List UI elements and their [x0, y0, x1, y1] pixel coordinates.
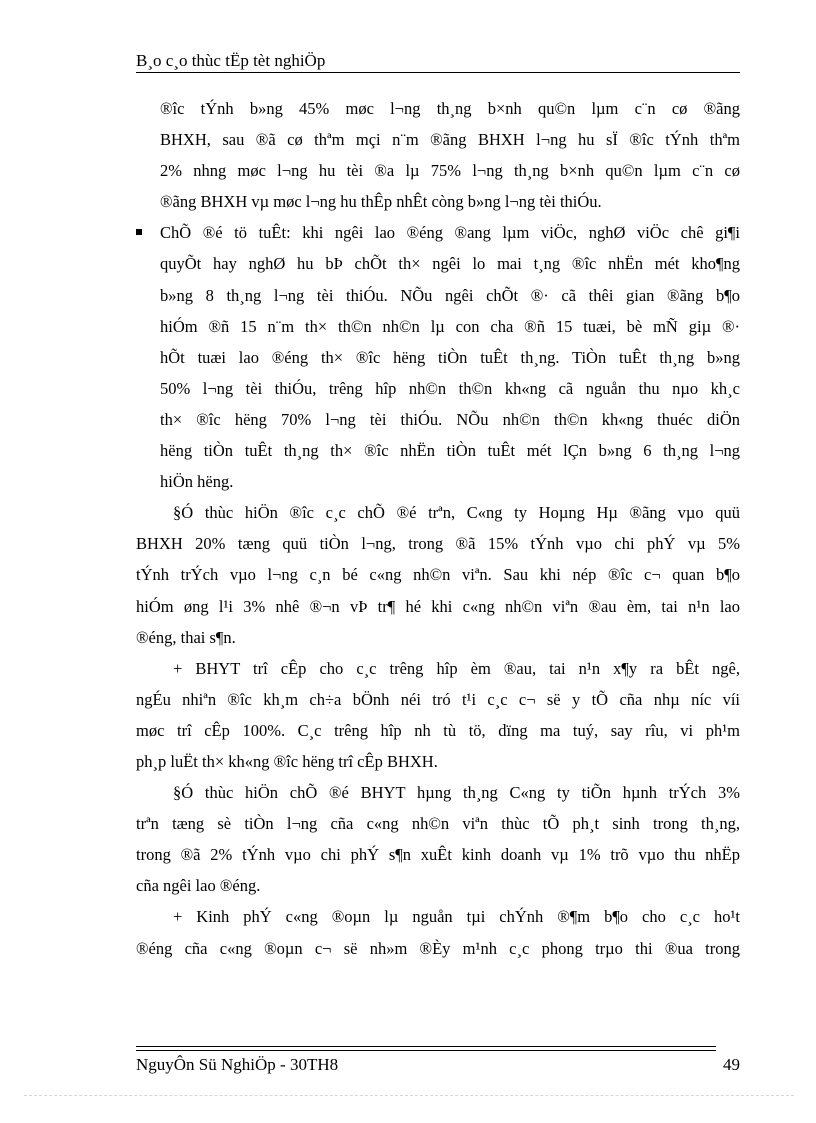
text-line: + Kinh phÝ c«ng ®oµn lµ nguån tµi chÝnh ®¶m b¶o cho c¸c ho¹t [173, 907, 740, 927]
text-line: hiÓm øng l¹i 3% nhê ®¬n vÞ tr¶ hé khi c«ng nh©n viªn ®au èm, tai n¹n lao [136, 596, 740, 616]
text-line: ChÕ ®é tö tuÊt: khi ngêi lao ®éng ®ang lµm viÖc, nghØ viÖc chê gi¶i [160, 223, 740, 243]
text-line: trªn tæng sè tiÒn l¬ng cña c«ng nh©n viªn thùc tÕ ph¸t sinh trong th¸ng, [136, 814, 740, 834]
text-line: + BHYT trî cÊp cho c¸c trêng hîp èm ®au, tai n¹n x¶y ra bÊt ngê, [173, 658, 740, 678]
text-line: ngÉu nhiªn ®îc kh¸m ch÷a bÖnh néi tró t¹i c¸c c¬ së y tÕ cña nhµ níc víi [136, 689, 740, 709]
paragraph-union-fee [136, 901, 740, 963]
footer-divider [136, 1046, 716, 1047]
footer-author: NguyÔn Sü NghiÖp - 30TH8 [136, 1055, 339, 1074]
page-boundary [24, 1095, 794, 1096]
paragraph-continuation [136, 93, 740, 217]
text-line: ph¸p luËt th× kh«ng ®îc hëng trî cÊp BHXH. [136, 751, 438, 771]
page-body [136, 93, 740, 964]
text-line: ®éng cña c«ng ®oµn c¬ së nh»m ®Èy m¹nh c¸c phong trµo thi ®ua trong [136, 938, 740, 958]
paragraph-bhyt-contribution [136, 777, 740, 901]
text-line: hiÓm ®ñ 15 n¨m th× th©n nh©n lµ con cha ®ñ 15 tuæi, bè mÑ giµ ®· [160, 316, 740, 336]
text-line: th× ®îc hëng 70% l¬ng tèi thiÓu. NÕu nh©n th©n kh«ng thuéc diÖn [160, 409, 740, 429]
paragraph-bhxh-contribution [136, 497, 740, 652]
text-line: møc trî cÊp 100%. C¸c trêng hîp nh tù tö, dïng ma tuý, say rîu, vi ph¹m [136, 720, 740, 740]
bullet-paragraph-survivorship [136, 217, 740, 497]
page-number: 49 [723, 1055, 740, 1074]
text-line: quyÕt hay nghØ hu bÞ chÕt th× ngêi lo mai t¸ng ®îc nhËn mét kho¶ng [160, 254, 740, 274]
footer-divider [136, 1050, 716, 1051]
text-line: ®ãng BHXH vµ møc l¬ng hu thÊp nhÊt còng b»ng l¬ng tèi thiÓu. [160, 192, 602, 212]
page-header: B¸o c¸o thùc tËp tèt nghiÖp [136, 51, 326, 70]
text-line: ®éng, thai s¶n. [136, 627, 236, 647]
text-line: BHXH, sau ®ã cø thªm mçi n¨m ®ãng BHXH l¬ng hu sÏ ®îc tÝnh thªm [160, 130, 740, 150]
text-line: hÕt tuæi lao ®éng th× ®îc hëng tiÒn tuÊt th¸ng. TiÒn tuÊt th¸ng b»ng [160, 347, 740, 367]
text-line: ®îc tÝnh b»ng 45% møc l¬ng th¸ng b×nh qu©n lµm c¨n cø ®ãng [160, 99, 740, 118]
text-line: §Ó thùc hiÖn ®îc c¸c chÕ ®é trªn, C«ng ty Hoµng Hµ ®ãng vµo quü [173, 503, 740, 523]
text-line: hëng tiÒn tuÊt th¸ng th× ®îc nhËn tiÒn tuÊt mét lÇn b»ng 6 th¸ng l¬ng [160, 441, 740, 461]
text-line: b»ng 8 th¸ng l¬ng tèi thiÓu. NÕu ngêi chÕt ®· cã thêi gian ®ãng b¶o [160, 285, 740, 305]
text-line: tÝnh trÝch vµo l¬ng c¸n bé c«ng nh©n viªn. Sau khi nép ®îc c¬ quan b¶o [136, 565, 740, 585]
header-divider [136, 72, 740, 73]
text-line: hiÖn hëng. [160, 472, 234, 492]
text-line: BHXH 20% tæng quü tiÒn l¬ng, trong ®ã 15% tÝnh vµo chi phÝ vµ 5% [136, 534, 740, 554]
text-line: 50% l¬ng tèi thiÓu, trêng hîp nh©n th©n kh«ng cã nguån thu nµo kh¸c [160, 378, 740, 398]
text-line: trong ®ã 2% tÝnh vµo chi phÝ s¶n xuÊt kinh doanh vµ 1% trõ vµo thu nhËp [136, 845, 740, 865]
text-line: 2% nhng møc l¬ng hu tèi ®a lµ 75% l¬ng th¸ng b×nh qu©n lµm c¨n cø [160, 161, 740, 181]
text-line: cña ngêi lao ®éng. [136, 876, 261, 896]
square-bullet-icon [136, 229, 142, 235]
paragraph-bhyt [136, 653, 740, 777]
text-line: §Ó thùc hiÖn chÕ ®é BHYT hµng th¸ng C«ng ty tiÕn hµnh trÝch 3% [173, 783, 740, 803]
